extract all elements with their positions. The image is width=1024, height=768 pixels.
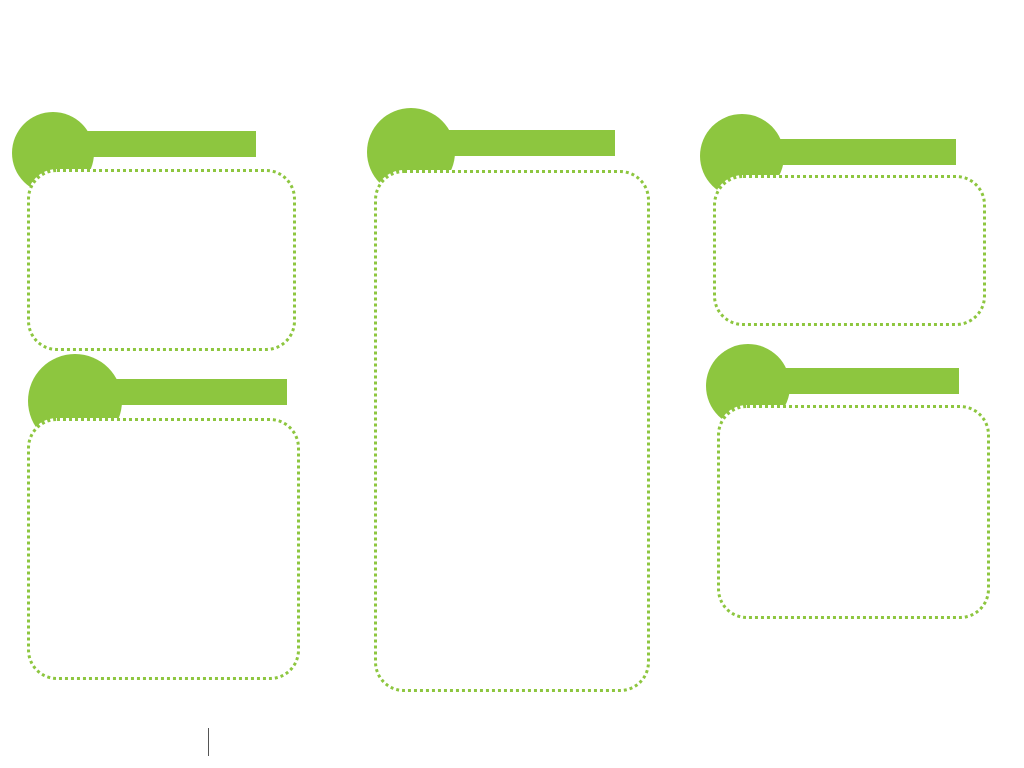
logo-divider bbox=[208, 728, 209, 756]
bebidas-con-alcohol-tab bbox=[744, 139, 956, 165]
bebidas-sin-alcohol-box bbox=[27, 169, 296, 351]
perecederos-box bbox=[27, 418, 300, 680]
alimentacion-box bbox=[374, 170, 650, 692]
bebidas-con-alcohol-box bbox=[713, 175, 986, 326]
impulsivos-tab bbox=[748, 368, 959, 394]
impulsivos-box bbox=[717, 405, 990, 619]
perecederos-tab bbox=[76, 379, 287, 405]
bebidas-sin-alcohol-tab bbox=[56, 131, 256, 157]
alimentacion-tab bbox=[408, 130, 615, 156]
